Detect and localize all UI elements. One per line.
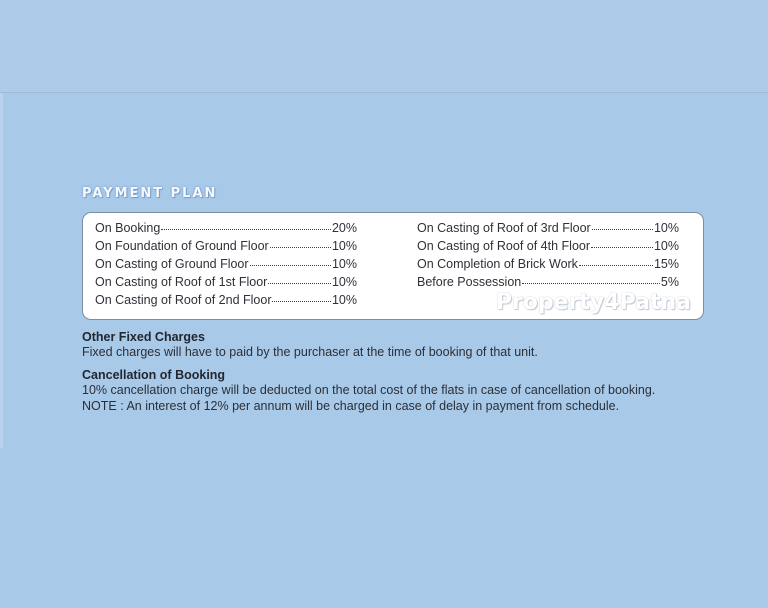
plan-percent: 10% xyxy=(653,239,679,253)
plan-row xyxy=(417,221,679,239)
dot-leader xyxy=(579,264,653,266)
plan-percent: 10% xyxy=(331,257,357,271)
dot-leader xyxy=(272,300,330,302)
plan-stage: On Casting of Roof of 1st Floor xyxy=(95,275,268,289)
plan-row xyxy=(95,221,357,239)
dot-leader xyxy=(591,246,653,248)
dot-leader xyxy=(592,228,653,230)
top-band xyxy=(0,0,768,93)
plan-row xyxy=(417,239,679,257)
plan-row xyxy=(95,293,357,311)
plan-percent: 5% xyxy=(660,275,679,289)
plan-percent: 10% xyxy=(331,293,357,307)
plan-row xyxy=(95,239,357,257)
plan-percent: 10% xyxy=(331,275,357,289)
plan-stage: On Casting of Roof of 3rd Floor xyxy=(417,221,591,235)
other-fixed-charges-heading: Other Fixed Charges xyxy=(82,330,205,344)
plan-row xyxy=(95,257,357,275)
dot-leader xyxy=(268,282,331,284)
plan-stage: On Completion of Brick Work xyxy=(417,257,578,271)
dot-leader xyxy=(522,282,660,284)
other-fixed-charges-section xyxy=(82,330,722,360)
dot-leader xyxy=(250,264,331,266)
dot-leader xyxy=(270,246,331,248)
interest-note-text: NOTE : An interest of 12% per annum will be charged in case of delay in payment from schedule. xyxy=(82,399,620,413)
plan-stage: On Casting of Ground Floor xyxy=(95,257,249,271)
plan-percent: 15% xyxy=(653,257,679,271)
cancellation-section xyxy=(82,368,722,414)
plan-stage: On Booking xyxy=(95,221,161,235)
plan-stage: On Casting of Roof of 2nd Floor xyxy=(95,293,272,307)
payment-plan-right-column xyxy=(417,221,679,293)
plan-stage: On Casting of Roof of 4th Floor xyxy=(417,239,591,253)
payment-plan-title: PAYMENT PLAN xyxy=(82,186,218,201)
payment-plan-box xyxy=(82,212,704,320)
plan-percent: 10% xyxy=(331,239,357,253)
payment-plan-left-column xyxy=(95,221,357,311)
plan-percent: 20% xyxy=(331,221,357,235)
side-divider xyxy=(0,93,3,448)
cancellation-heading: Cancellation of Booking xyxy=(82,368,226,382)
watermark-logo: Property4Patna xyxy=(495,290,691,315)
plan-stage: On Foundation of Ground Floor xyxy=(95,239,269,253)
dot-leader xyxy=(161,228,331,230)
plan-row xyxy=(417,257,679,275)
other-fixed-charges-text: Fixed charges will have to paid by the purchaser at the time of booking of that unit. xyxy=(82,345,538,359)
plan-stage: Before Possession xyxy=(417,275,522,289)
plan-percent: 10% xyxy=(653,221,679,235)
cancellation-charge-text: 10% cancellation charge will be deducted on the total cost of the flats in case of cancellation of booking. xyxy=(82,383,656,397)
plan-row xyxy=(95,275,357,293)
